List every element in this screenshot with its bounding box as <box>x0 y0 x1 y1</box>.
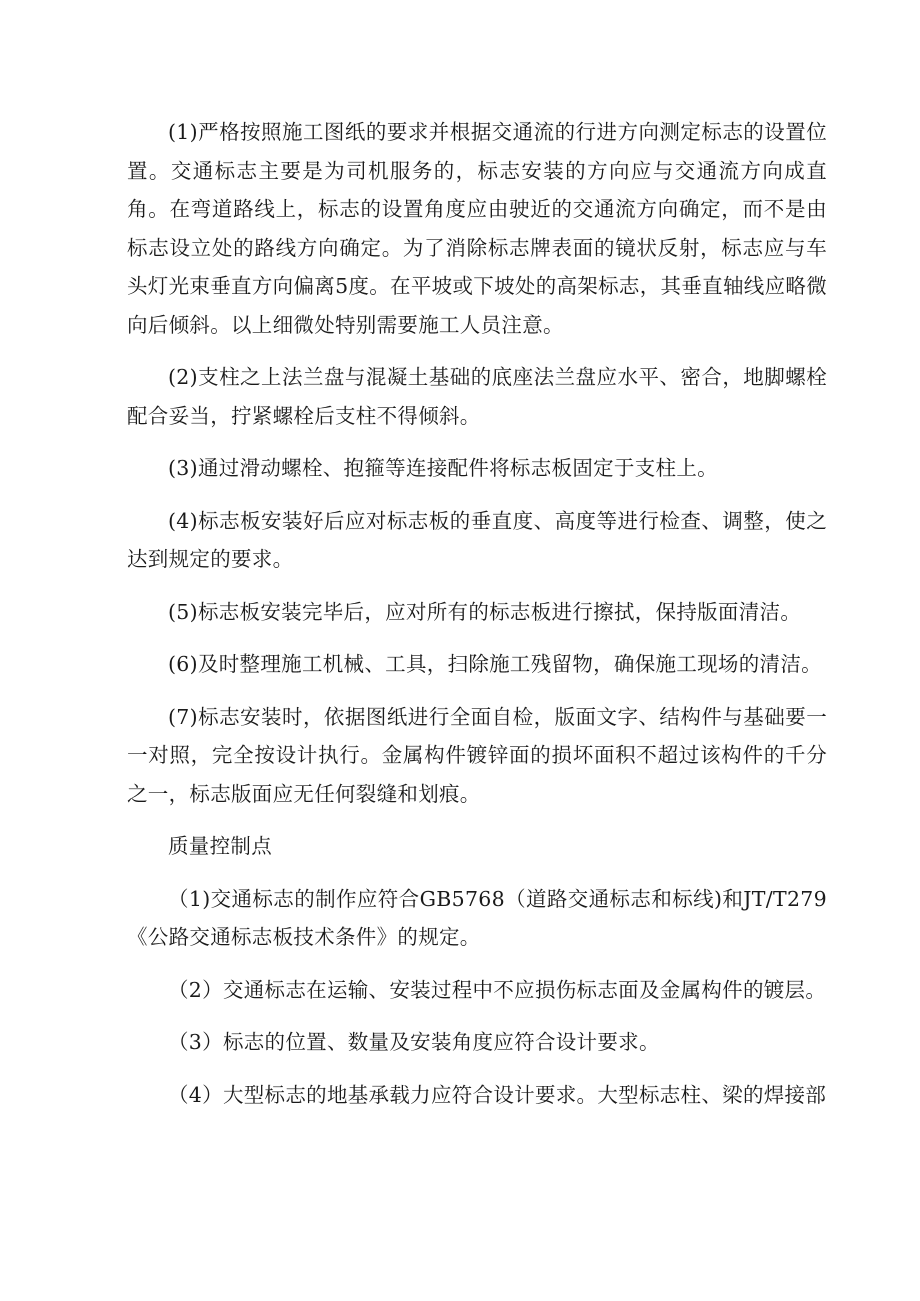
paragraph-gap <box>127 344 827 358</box>
document-page <box>127 113 827 1114</box>
paragraph-4: (4)标志板安装好后应对标志板的垂直度、高度等进行检查、调整，使之达到规定的要求。 <box>127 508 827 571</box>
paragraph-gap <box>127 579 827 593</box>
paragraph-gap <box>127 813 827 827</box>
paragraph-gap <box>127 435 827 449</box>
paragraph-gap <box>127 1062 827 1076</box>
paragraph-gap <box>127 488 827 502</box>
paragraph-gap <box>127 631 827 645</box>
quality-item-4: （4）大型标志的地基承载力应符合设计要求。大型标志柱、梁的焊接部 <box>168 1082 827 1107</box>
paragraph-gap <box>127 684 827 698</box>
paragraph-2: (2)支柱之上法兰盘与混凝土基础的底座法兰盘应水平、密合，地脚螺栓配合妥当，拧紧螺栓后支柱不得倾斜。 <box>127 365 827 428</box>
quality-item-3: （3）标志的位置、数量及安装角度应符合设计要求。 <box>168 1030 660 1054</box>
paragraph-6: (6)及时整理施工机械、工具，扫除施工残留物，确保施工现场的清洁。 <box>168 652 822 676</box>
paragraph-1: (1)严格按照施工图纸的要求并根据交通流的行进方向测定标志的设置位置。交通标志主要是为司机服务的，标志安装的方向应与交通流方向成直角。在弯道路线上，标志的设置角度应由驶近的交通流方向确定，而不是由标志设立处的路线方向确定。为了消除标志牌表面的镜状反射，标志应与车头灯光束垂直方向偏离5度。在平坡或下坡处的高架标志，其垂直轴线应略微向后倾斜。以上细微处特别需要施工人员注意。 <box>127 120 827 337</box>
quality-item-1: （1)交通标志的制作应符合GB5768（道路交通标志和标线)和JT/T279《公路交通标志板技术条件》的规定。 <box>127 886 827 949</box>
paragraph-5: (5)标志板安装完毕后，应对所有的标志板进行擦拭，保持版面清洁。 <box>168 599 802 624</box>
quality-item-2: （2）交通标志在运输、安装过程中不应损伤标志面及金属构件的镀层。 <box>168 977 827 1002</box>
paragraph-3: (3)通过滑动螺栓、抱箍等连接配件将标志板固定于支柱上。 <box>168 456 718 480</box>
paragraph-gap <box>127 1009 827 1023</box>
paragraph-gap <box>127 957 827 971</box>
section-heading: 质量控制点 <box>168 834 272 858</box>
paragraph-7: (7)标志安装时，依据图纸进行全面自检，版面文字、结构件与基础要一一对照，完全按设计执行。金属构件镀锌面的损坏面积不超过该构件的千分之一，标志版面应无任何裂缝和划痕。 <box>127 704 827 806</box>
paragraph-gap <box>127 866 827 880</box>
